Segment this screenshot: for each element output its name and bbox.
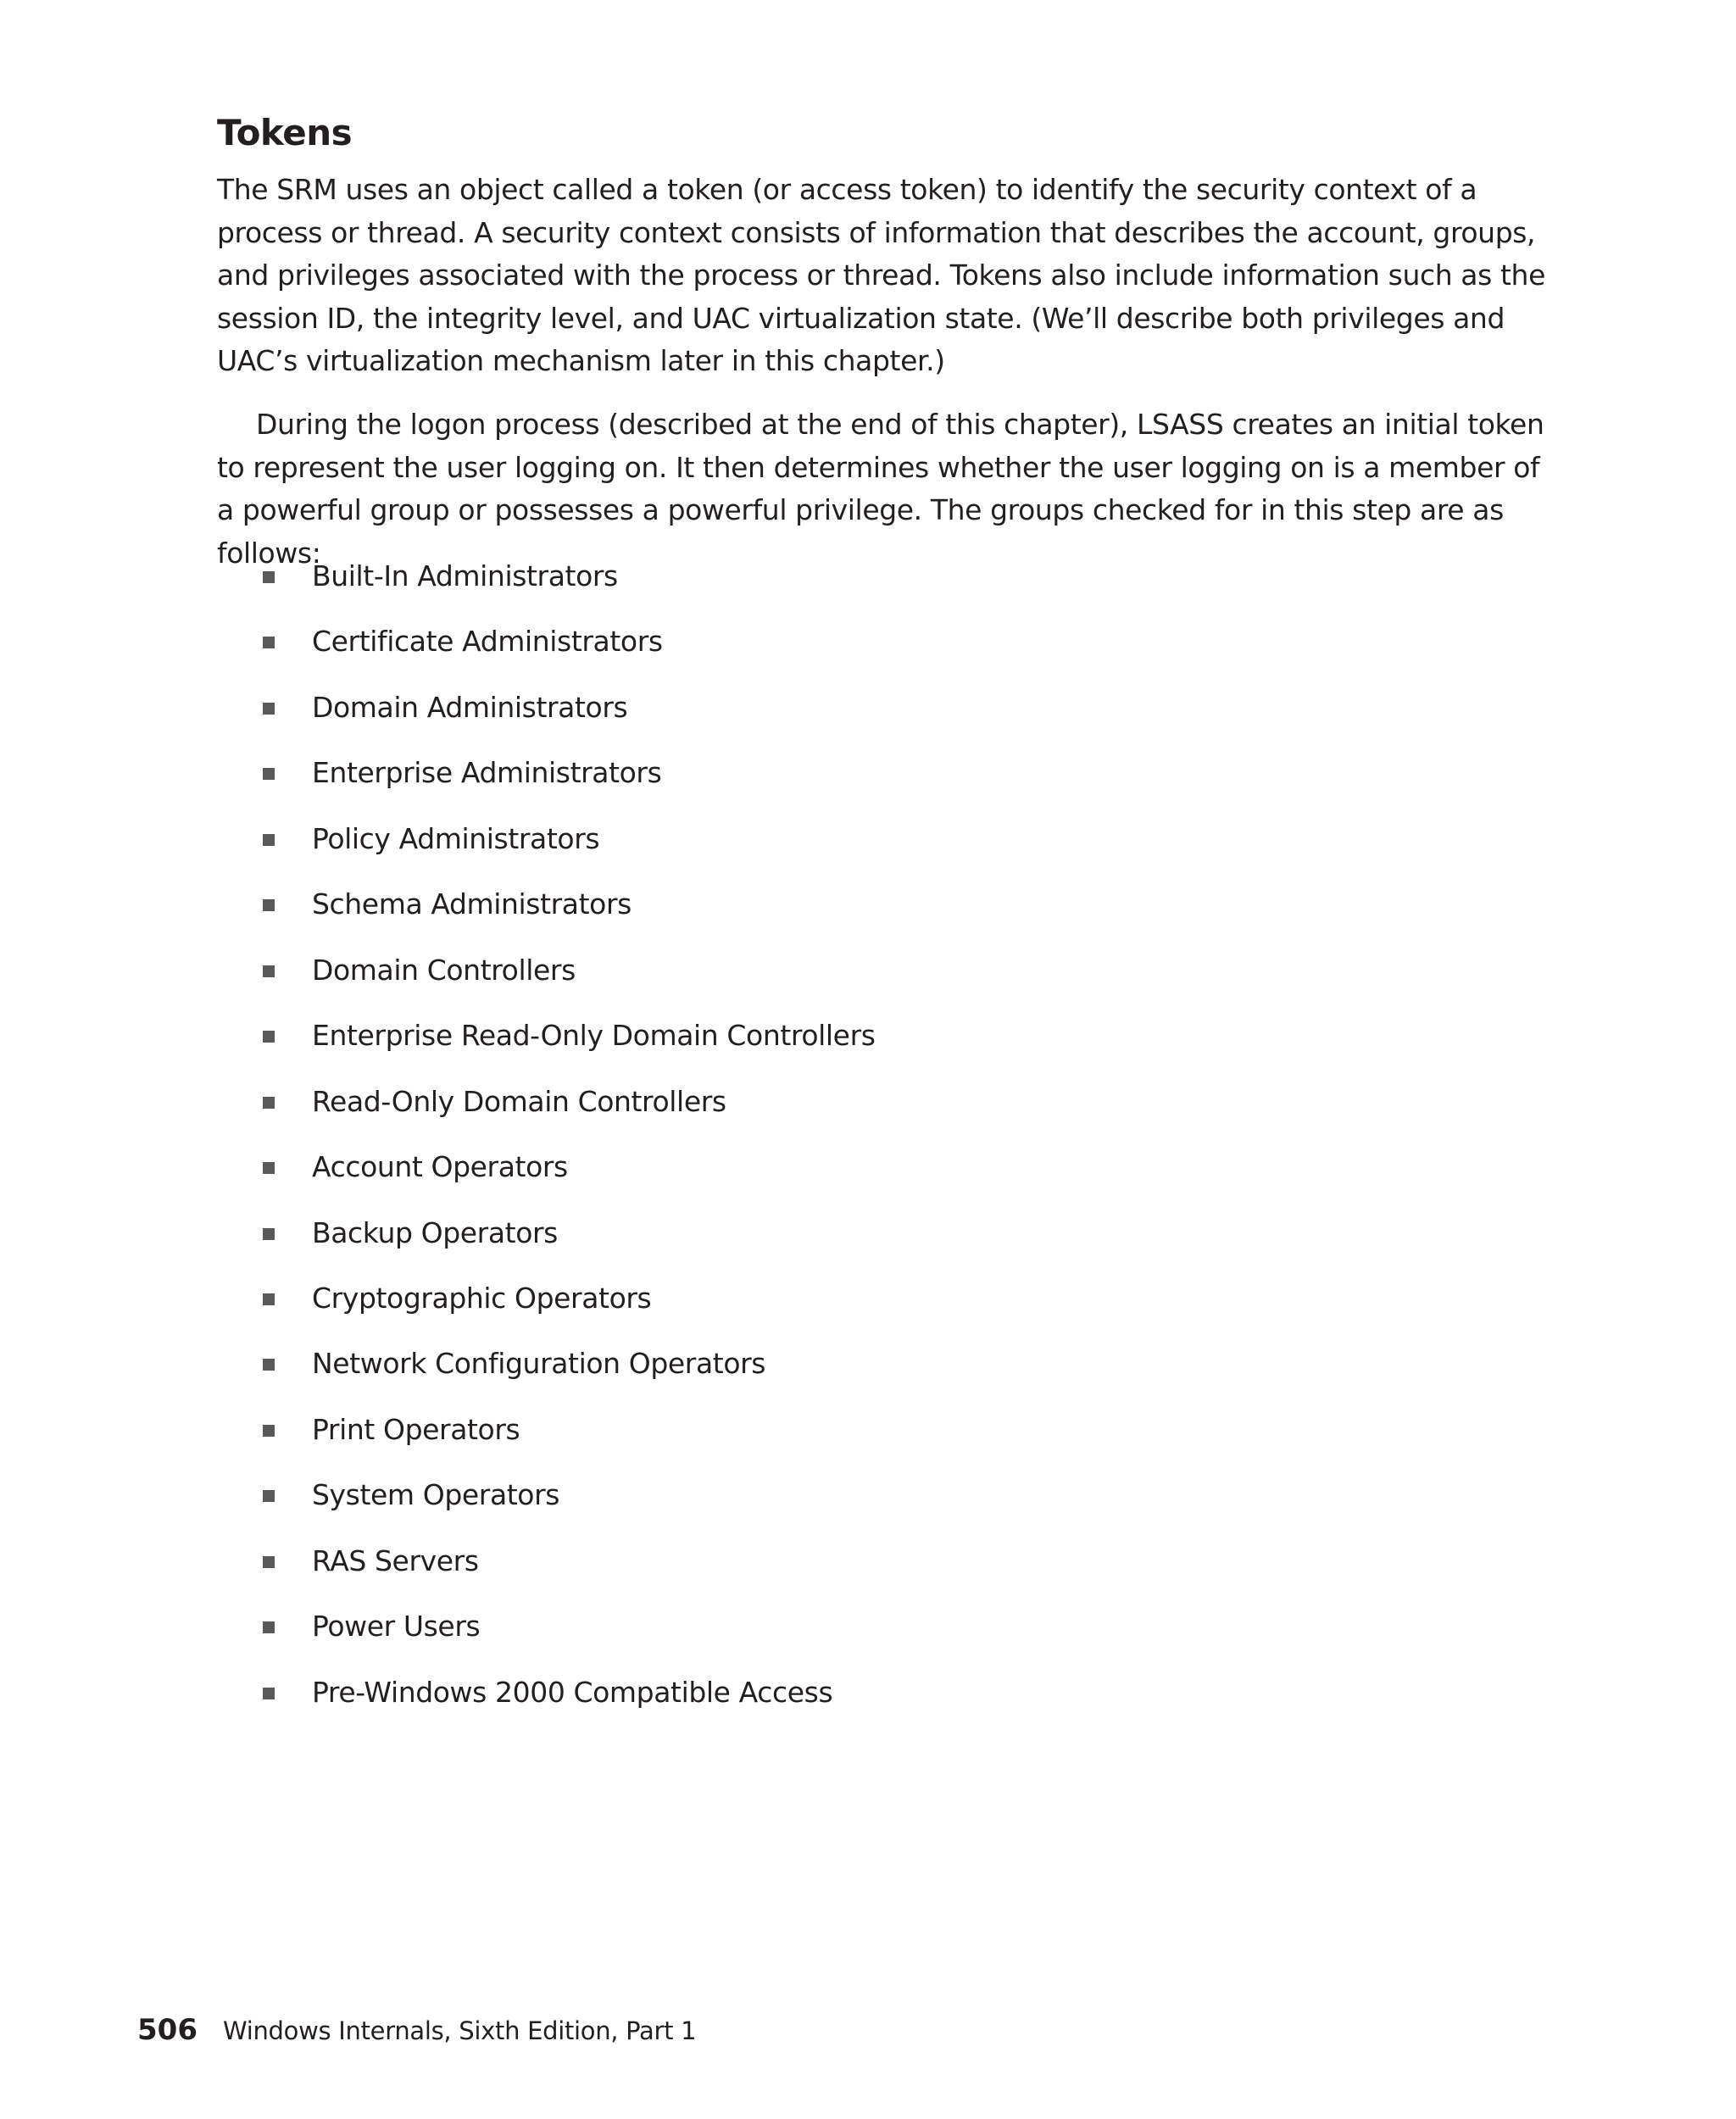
paragraph-logon-process: During the logon process (described at the end of this chapter), LSASS creates an initial token to represent the user logging on. It then determines whether the user logging on is a member of a powerful group or possesses a powerful privilege. The groups checked for in this step are as follows:: [217, 408, 1544, 570]
page-footer: [137, 2009, 696, 2051]
square-bullet-icon: [263, 1293, 275, 1305]
list-item-label: Backup Operators: [312, 1216, 558, 1249]
square-bullet-icon: [263, 1031, 275, 1043]
list-item: [259, 752, 1446, 794]
list-item: [259, 1474, 1446, 1516]
book-title: Windows Internals, Sixth Edition, Part 1: [222, 2016, 697, 2045]
square-bullet-icon: [263, 1097, 275, 1109]
list-item: [259, 1343, 1446, 1385]
list-item-label: Account Operators: [312, 1150, 568, 1183]
list-item-label: Schema Administrators: [312, 887, 632, 920]
square-bullet-icon: [263, 1359, 275, 1371]
list-item-label: Network Configuration Operators: [312, 1347, 766, 1380]
square-bullet-icon: [263, 899, 275, 911]
list-item: [259, 883, 1446, 926]
square-bullet-icon: [263, 1688, 275, 1699]
square-bullet-icon: [263, 1425, 275, 1437]
list-item-label: Domain Controllers: [312, 954, 576, 987]
list-item: [259, 1409, 1446, 1451]
list-item: [259, 620, 1446, 663]
list-item: [259, 1212, 1446, 1254]
list-item: [259, 1671, 1446, 1714]
list-item-label: Built-In Administrators: [312, 559, 618, 592]
square-bullet-icon: [263, 637, 275, 648]
square-bullet-icon: [263, 965, 275, 977]
square-bullet-icon: [263, 703, 275, 715]
list-item-label: Print Operators: [312, 1413, 520, 1446]
list-item-label: Enterprise Administrators: [312, 756, 662, 789]
list-item-label: RAS Servers: [312, 1544, 479, 1577]
list-item: [259, 1146, 1446, 1188]
page-number: 506: [137, 2013, 198, 2047]
square-bullet-icon: [263, 1556, 275, 1568]
list-item-label: Pre-Windows 2000 Compatible Access: [312, 1676, 833, 1709]
list-item: [259, 687, 1446, 729]
list-item: [259, 555, 1446, 598]
square-bullet-icon: [263, 1228, 275, 1240]
list-item-label: Cryptographic Operators: [312, 1282, 652, 1315]
list-item: [259, 1081, 1446, 1123]
list-item-label: Domain Administrators: [312, 691, 628, 724]
list-item: [259, 1277, 1446, 1320]
list-item: [259, 1015, 1446, 1057]
list-item-label: Enterprise Read-Only Domain Controllers: [312, 1019, 876, 1052]
square-bullet-icon: [263, 1490, 275, 1502]
list-item-label: Power Users: [312, 1610, 481, 1643]
list-item-label: Policy Administrators: [312, 822, 600, 855]
section-heading: Tokens: [217, 112, 353, 153]
square-bullet-icon: [263, 1621, 275, 1633]
list-item: [259, 949, 1446, 992]
list-item: [259, 818, 1446, 860]
paragraph-tokens-intro: The SRM uses an object called a token (or access token) to identify the security context of a process or thread. A security context consists of information that describes the account, groups, and privileges associated with the process or thread. Tokens also include information such as the session ID, the integrity level, and UAC virtualization state. (We’ll describe both privileges and UAC’s virtualization mechanism later in this chapter.): [217, 173, 1545, 377]
square-bullet-icon: [263, 834, 275, 846]
list-item-label: Certificate Administrators: [312, 625, 663, 658]
list-item: [259, 1540, 1446, 1582]
square-bullet-icon: [263, 768, 275, 780]
list-item: [259, 1605, 1446, 1648]
square-bullet-icon: [263, 571, 275, 583]
square-bullet-icon: [263, 1162, 275, 1174]
list-item-label: System Operators: [312, 1478, 560, 1511]
list-item-label: Read-Only Domain Controllers: [312, 1085, 726, 1118]
